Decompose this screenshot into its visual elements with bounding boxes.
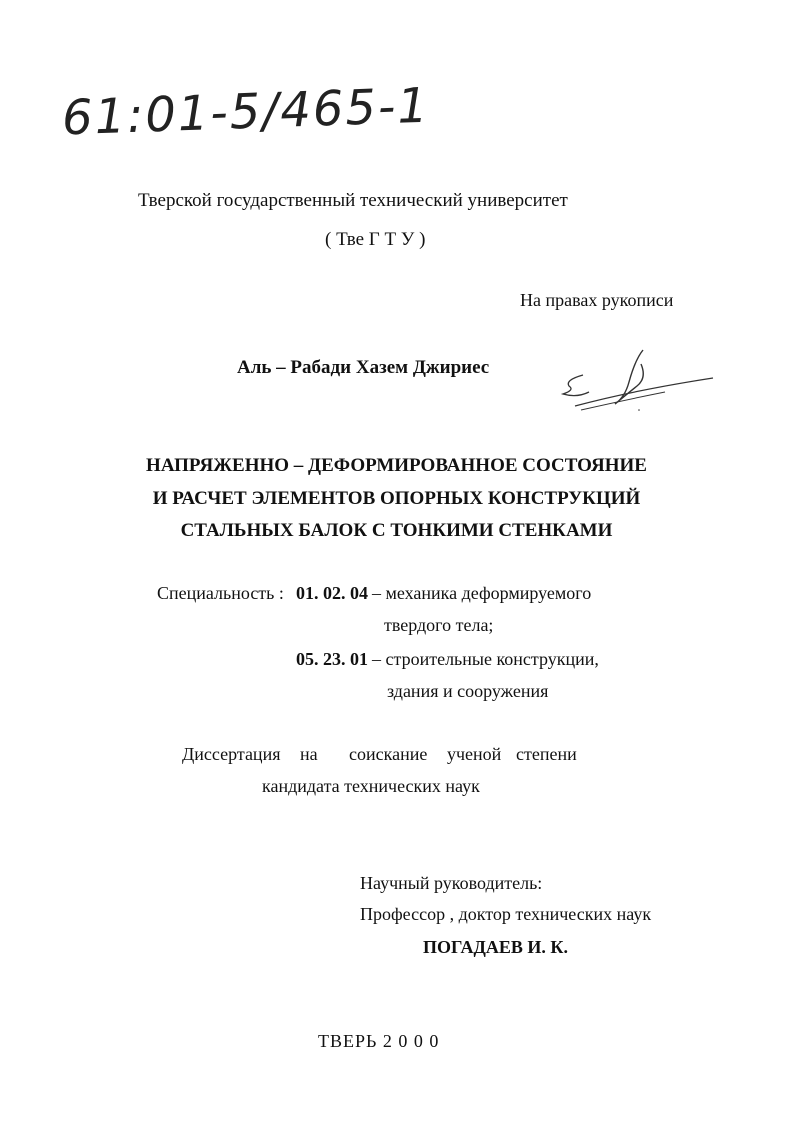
advisor-name: ПОГАДАЕВ И. К. [423, 937, 568, 957]
dissertation-title-line: И РАСЧЕТ ЭЛЕМЕНТОВ ОПОРНЫХ КОНСТРУКЦИЙ [152, 488, 641, 509]
specialty-code: 01. 02. 04 [296, 583, 368, 603]
dissertation-word: соискание [349, 744, 428, 764]
university-name: Тверской государственный технический университет [138, 190, 568, 211]
degree-line: кандидата технических наук [262, 776, 480, 796]
dissertation-title-line: НАПРЯЖЕННО – ДЕФОРМИРОВАННОЕ СОСТОЯНИЕ [146, 455, 647, 476]
dissertation-word: Диссертация [182, 744, 281, 764]
dissertation-title-line: СТАЛЬНЫХ БАЛОК С ТОНКИМИ СТЕНКАМИ [180, 520, 613, 541]
author-signature [555, 342, 725, 422]
dissertation-word: степени [516, 744, 577, 764]
university-abbreviation: ( Тве Г Т У ) [325, 229, 426, 250]
specialty-description-continued: здания и сооружения [387, 681, 549, 701]
catalog-number: 61:01-5/465-1 [61, 77, 431, 147]
specialty-description: – строительные конструкции, [372, 649, 599, 669]
specialty-label: Специальность : [157, 583, 284, 603]
advisor-label: Научный руководитель: [360, 873, 543, 893]
specialty-code: 05. 23. 01 [296, 649, 368, 669]
place-year: ТВЕРЬ 2 0 0 0 [318, 1031, 440, 1051]
dissertation-word: на [300, 744, 318, 764]
specialty-description: – механика деформируемого [372, 583, 592, 603]
dissertation-word: ученой [447, 744, 502, 764]
advisor-title: Профессор , доктор технических наук [360, 904, 652, 924]
specialty-description-continued: твердого тела; [384, 615, 494, 635]
manuscript-note: На правах рукописи [520, 290, 674, 310]
author-name: Аль – Рабади Хазем Джириес [237, 357, 490, 378]
